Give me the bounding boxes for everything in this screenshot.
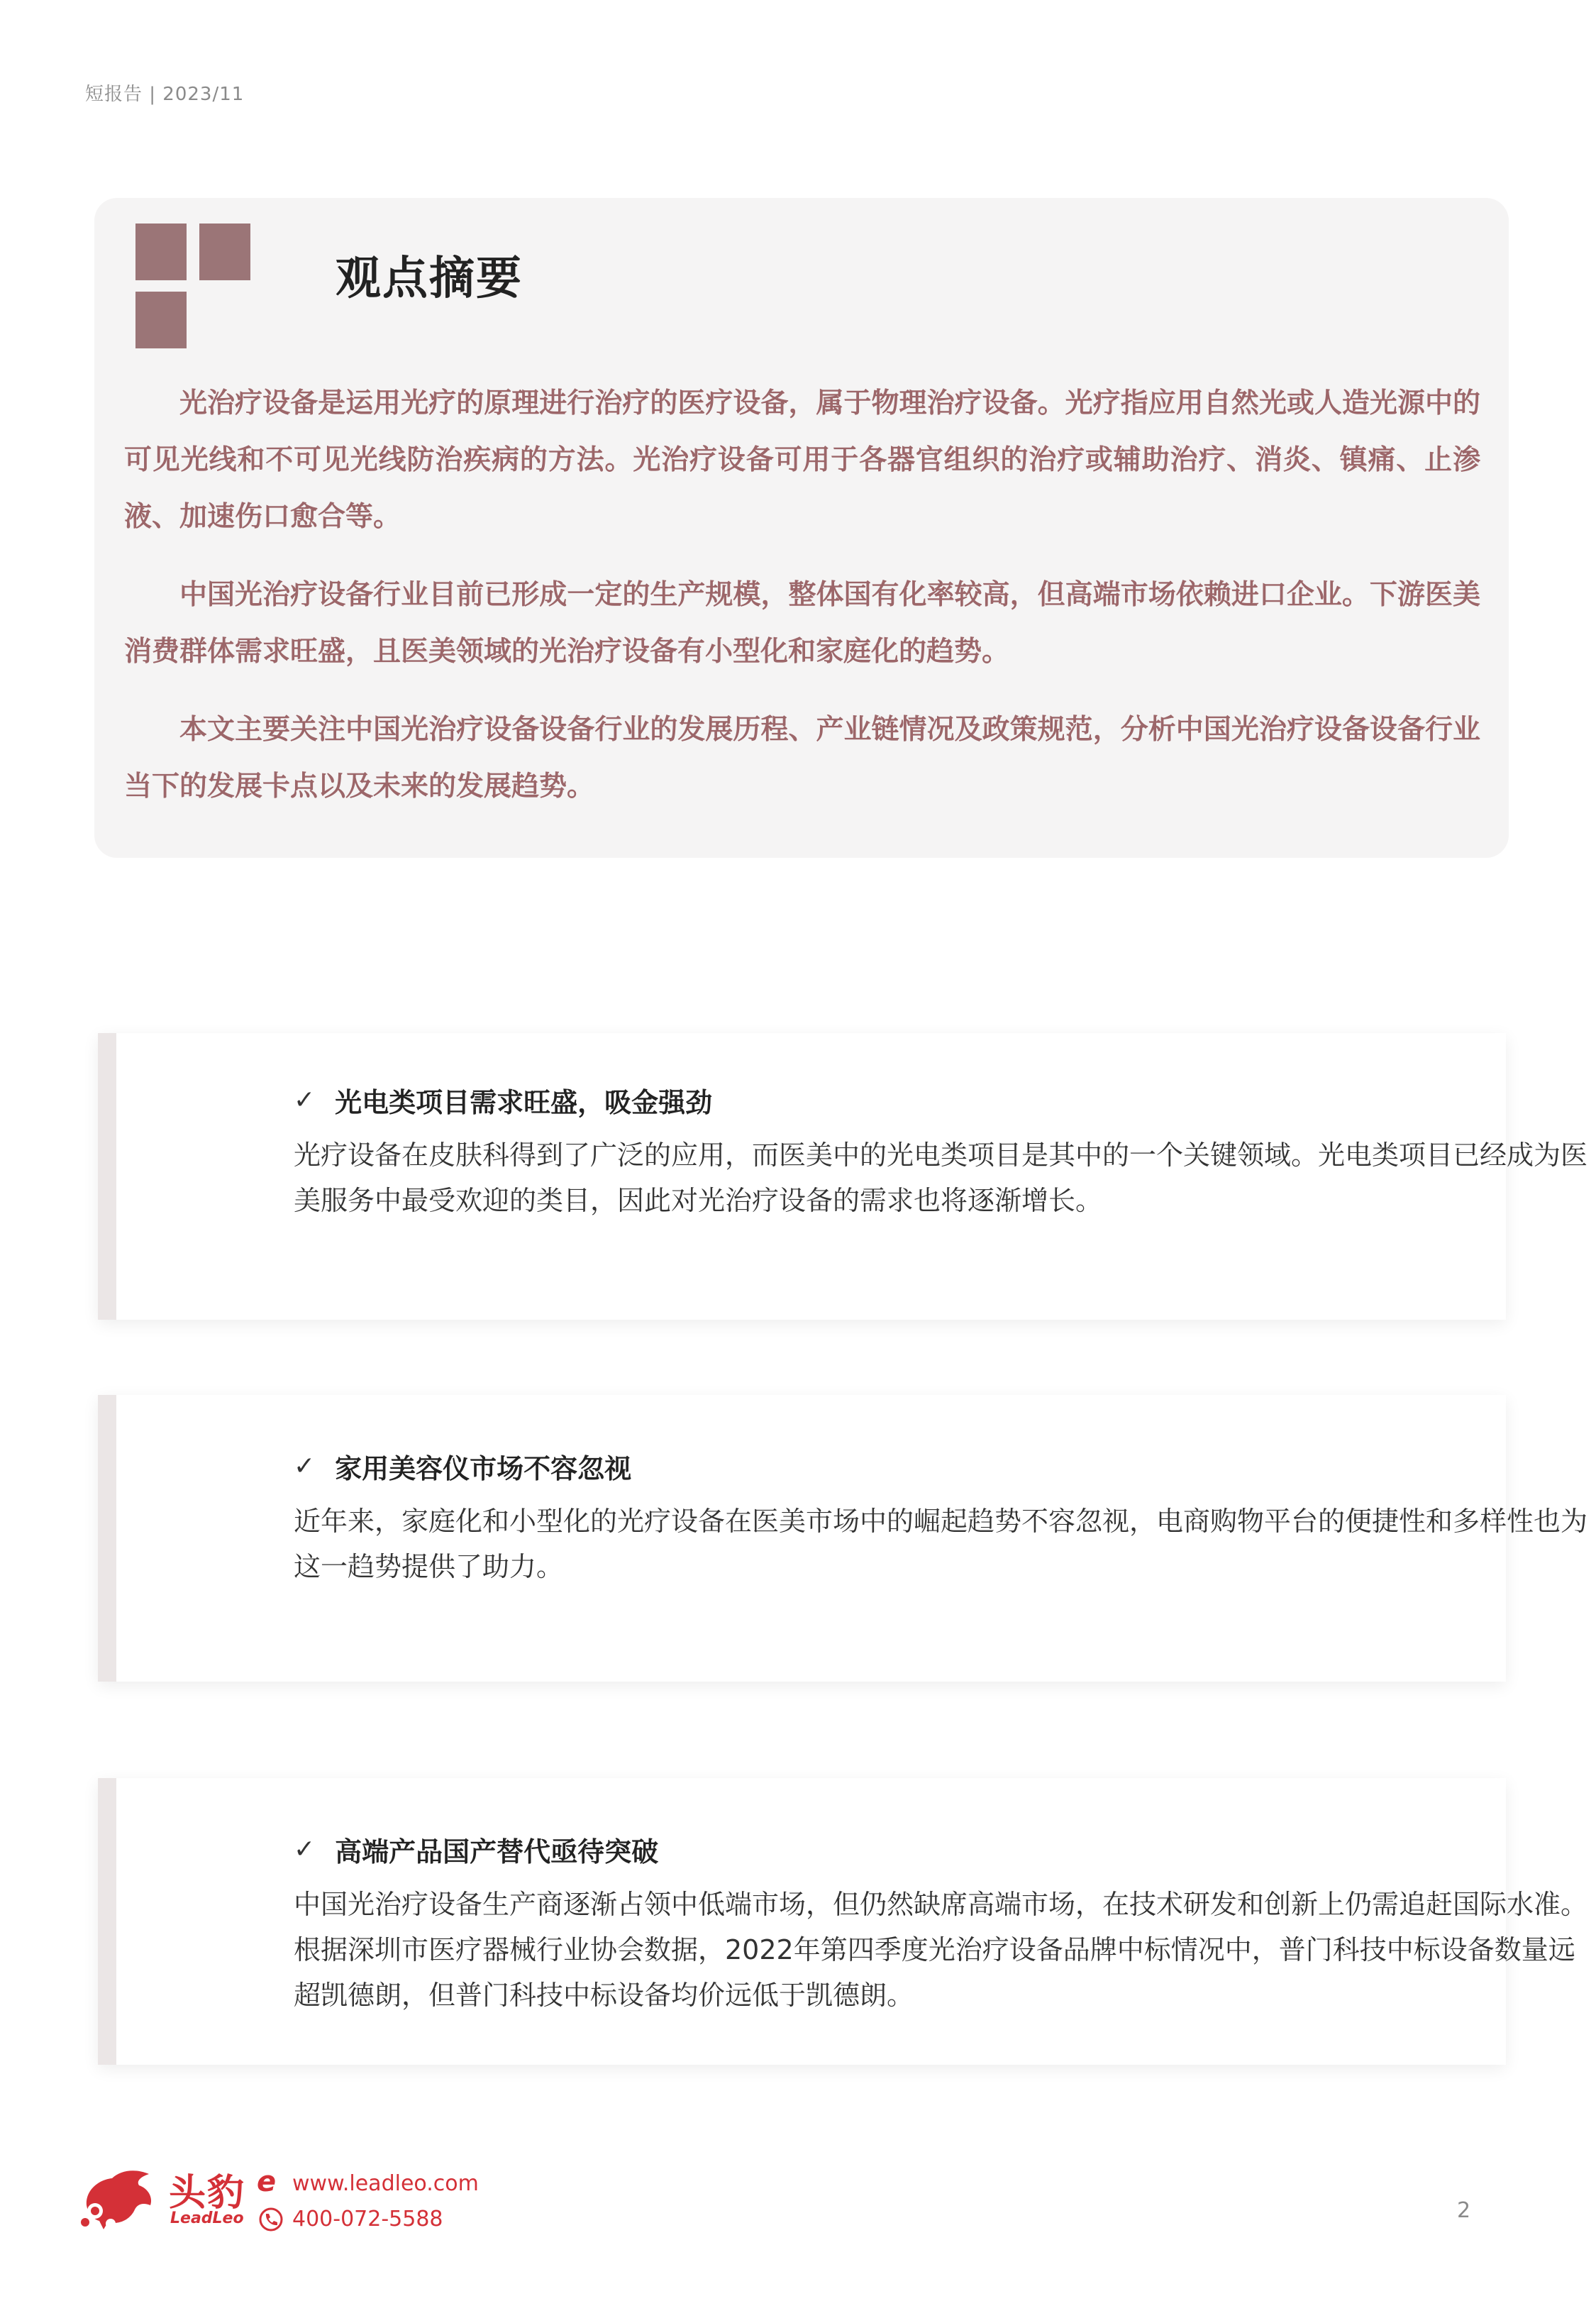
card-header (294, 1080, 712, 1120)
point-card (98, 1395, 1588, 1682)
decor-square (135, 292, 187, 348)
summary-title: 观点摘要 (336, 253, 523, 305)
check-icon: ✓ (294, 1451, 316, 1481)
card-header (294, 1446, 631, 1486)
summary-paragraph: 中国光治疗设备行业目前已形成一定的生产规模，整体国有化率较高，但高端市场依赖进口企业。下游医美消费群体需求旺盛，且医美领域的光治疗设备有小型化和家庭化的趋势。 (124, 579, 1480, 668)
card-text: 光疗设备在皮肤科得到了广泛的应用，而医美中的光电类项目是其中的一个关键领域。光电类项目已经成为医美服务中最受欢迎的类目，因此对光治疗设备的需求也将逐渐增长。 (294, 1140, 1588, 1216)
summary-paragraph: 本文主要关注中国光治疗设备设备行业的发展历程、产业链情况及政策规范，分析中国光治疗设备设备行业当下的发展卡点以及未来的发展趋势。 (124, 714, 1480, 802)
card-text: 中国光治疗设备生产商逐渐占领中低端市场，但仍然缺席高端市场，在技术研发和创新上仍需追赶国际水准。根据深圳市医疗器械行业协会数据，2022年第四季度光治疗设备品牌中标情况中，普门科技中标设备数量远超凯德朗，但普门科技中标设备均价远低于凯德朗。 (294, 1889, 1588, 2011)
brand-name-cn: 头豹 (169, 2172, 246, 2214)
website-link[interactable]: www.leadleo.com (292, 2171, 479, 2196)
point-card (98, 1778, 1588, 2065)
card-title: 高端产品国产替代亟待突破 (335, 1836, 659, 1868)
summary-box (94, 198, 1509, 858)
decor-square (135, 224, 187, 280)
phone-number[interactable]: 400-072-5588 (292, 2207, 443, 2231)
card-title: 家用美容仪市场不容忽视 (335, 1452, 632, 1484)
check-icon: ✓ (294, 1834, 316, 1864)
leopard-logo-icon (79, 2164, 156, 2235)
web-e-icon: e (257, 2166, 277, 2198)
check-icon: ✓ (294, 1085, 316, 1115)
summary-body (124, 375, 1480, 837)
phone-icon (258, 2207, 284, 2232)
decor-square (199, 224, 250, 280)
brand-name-en: LeadLeo (170, 2210, 244, 2227)
card-text: 近年来，家庭化和小型化的光疗设备在医美市场中的崛起趋势不容忽视，电商购物平台的便捷性和多样性也为这一趋势提供了助力。 (294, 1506, 1588, 1582)
page-number: 2 (1457, 2198, 1471, 2223)
point-card (98, 1033, 1588, 1320)
report-meta: 短报告 | 2023/11 (85, 84, 245, 105)
summary-paragraph: 光治疗设备是运用光疗的原理进行治疗的医疗设备，属于物理治疗设备。光疗指应用自然光或人造光源中的可见光线和不可见光线防治疾病的方法。光治疗设备可用于各器官组织的治疗或辅助治疗、消炎、镇痛、止渗液、加速伤口愈合等。 (124, 387, 1480, 533)
card-title: 光电类项目需求旺盛，吸金强劲 (335, 1086, 713, 1118)
card-header (294, 1829, 658, 1869)
